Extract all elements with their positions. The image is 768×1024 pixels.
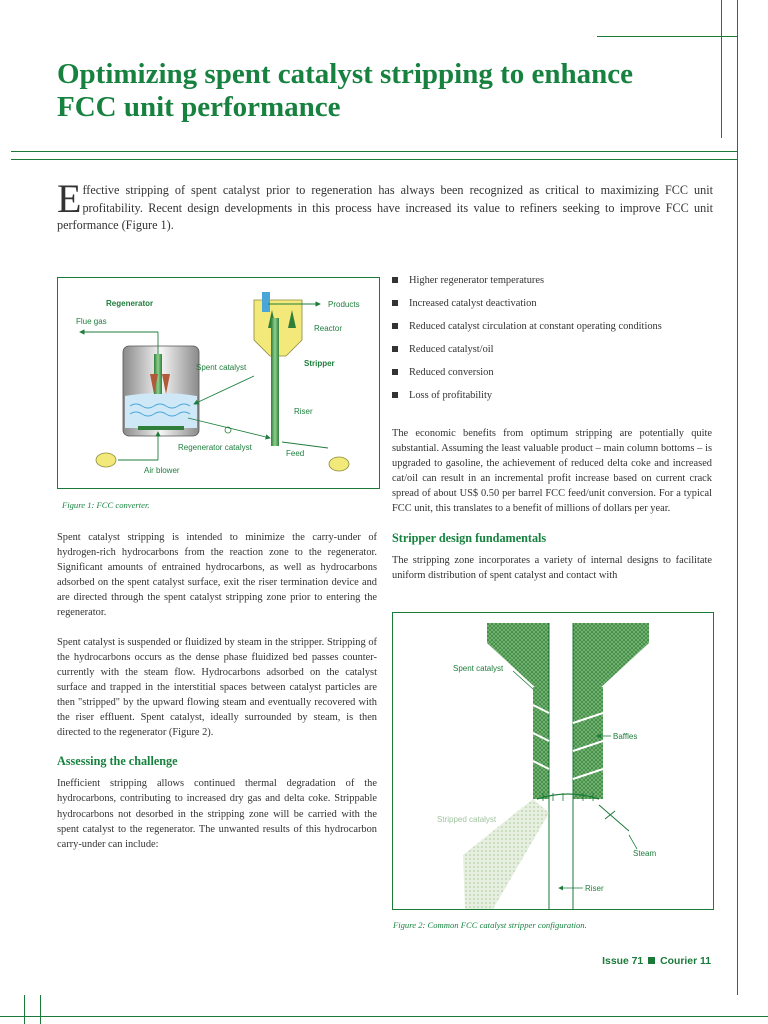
label-riser: Riser [294, 407, 313, 416]
bottom-left-vertical-1 [24, 995, 25, 1024]
drop-cap: E [57, 176, 82, 221]
paragraph-economic-benefits: The economic benefits from optimum stripping are potentially quite substantial. Assuming the least valuable product – main column bottoms – is upgraded to gasoline, the achievement of reduced delta coke and increased cat/oil can result in an incremental profit increase based on current crack spread of about US$ 0.50 per barrel FCC feed/unit conversion. For a typical FCC unit, this translates to a benefit of millions of dollars per year. [392, 428, 712, 515]
bullet-square-icon [392, 392, 398, 398]
stripper-configuration-diagram [393, 613, 713, 909]
feed-pump-icon [329, 457, 349, 471]
intro-paragraph [57, 176, 713, 235]
page-title: Optimizing spent catalyst stripping to enhance FCC unit performance [57, 58, 633, 123]
label-baffles: Baffles [613, 732, 638, 741]
label-regenerator: Regenerator [106, 299, 154, 308]
riser-pipe [271, 318, 279, 446]
bullet-square-icon [392, 300, 398, 306]
label-regenerator-catalyst: Regenerator catalyst [178, 443, 252, 452]
regenerator-bed [125, 393, 197, 428]
right-vertical-rule-outer [721, 0, 722, 138]
bullet-square-icon [392, 369, 398, 375]
label-feed: Feed [286, 449, 305, 458]
top-rule [597, 36, 737, 37]
bottom-rule [0, 1016, 768, 1017]
label-flue-gas: Flue gas [76, 317, 107, 326]
list-item: Higher regenerator temperatures [392, 273, 722, 296]
bullet-square-icon [392, 346, 398, 352]
right-vertical-rule-inner [737, 0, 738, 995]
page-footer [602, 956, 711, 967]
figure-2-caption: Figure 2: Common FCC catalyst stripper configuration. [393, 920, 587, 930]
bottom-left-vertical-2 [40, 995, 41, 1024]
fcc-converter-diagram [58, 278, 379, 488]
paragraph-fluidization: Spent catalyst is suspended or fluidized by steam in the stripper. Stripping of the hydrocarbons occurs as the dense phase fluidized bed passes counter-currently with the steam flow. Hydrocarbons adsorbed on the catalyst surface and trapped in the interstitial spaces between catalyst particles are then "stripped" by the upward flowing steam and eventually recovered with the riser effluent. Spent catalyst, ideally surrounded by steam, is then directed to the regenerator (Figure 2). [57, 636, 377, 739]
paragraph-inefficient-stripping: Inefficient stripping allows continued thermal degradation of the hydrocarbons, contributing to increased dry gas and delta coke. Strippable hydrocarbons not desorbed in the stripping zone will be carried with the spent catalyst to the regenerator. The unwanted results of this hydrocarbon carry-under can include: [57, 778, 377, 850]
label-products: Products [328, 300, 360, 309]
label-fig2-riser: Riser [585, 884, 604, 893]
heading-stripper-design: Stripper design fundamentals [392, 530, 547, 545]
issue-number: Issue 71 [602, 956, 644, 967]
bullet-square-icon [392, 323, 398, 329]
list-item: Reduced conversion [392, 365, 722, 388]
label-fig2-spent-catalyst: Spent catalyst [453, 664, 504, 673]
right-column [392, 426, 712, 597]
title-rule-1 [11, 151, 737, 152]
list-item: Reduced catalyst circulation at constant operating conditions [392, 319, 722, 342]
bullet-square-icon [392, 277, 398, 283]
page-number: 11 [700, 956, 711, 967]
label-stripper: Stripper [304, 359, 335, 368]
title-rule-2 [11, 159, 737, 160]
label-air-blower: Air blower [144, 466, 180, 475]
unwanted-results-list [392, 273, 722, 411]
intro-text: ffective stripping of spent catalyst prior to regeneration has always been recognized as critical to maximizing FCC unit profitability. Recent design developments in this process have increased its value to refiners seeking to improve FCC unit performance (Figure 1). [57, 183, 713, 232]
figure-1-fcc-converter [57, 277, 380, 489]
label-steam: Steam [633, 849, 657, 858]
label-stripped-catalyst: Stripped catalyst [437, 815, 497, 824]
paragraph-stripping-zone: The stripping zone incorporates a variety of internal designs to facilitate uniform distribution of spent catalyst and contact with [392, 554, 712, 581]
list-item: Reduced catalyst/oil [392, 342, 722, 365]
list-item: Loss of profitability [392, 388, 722, 411]
heading-assessing-challenge: Assessing the challenge [57, 754, 178, 769]
paragraph-stripping-purpose: Spent catalyst stripping is intended to minimize the carry-under of hydrogen-rich hydrocarbons from the reaction zone to the regenerator. Significant amounts of entrained hydrocarbons, as well as hydrocarbons adsorbed on the spent catalyst surface, exit the riser termination device and are directed through the spent catalyst stripping zone prior to entering the regenerator. [57, 532, 377, 619]
publication-name: Courier [660, 956, 698, 967]
figure-1-caption: Figure 1: FCC converter. [62, 500, 150, 510]
label-reactor: Reactor [314, 324, 343, 333]
air-blower-icon [96, 453, 116, 467]
list-item: Increased catalyst deactivation [392, 296, 722, 319]
label-spent-catalyst: Spent catalyst [196, 363, 247, 372]
separator-square-icon [648, 957, 655, 964]
left-column [57, 530, 377, 866]
figure-2-stripper-configuration [392, 612, 714, 910]
